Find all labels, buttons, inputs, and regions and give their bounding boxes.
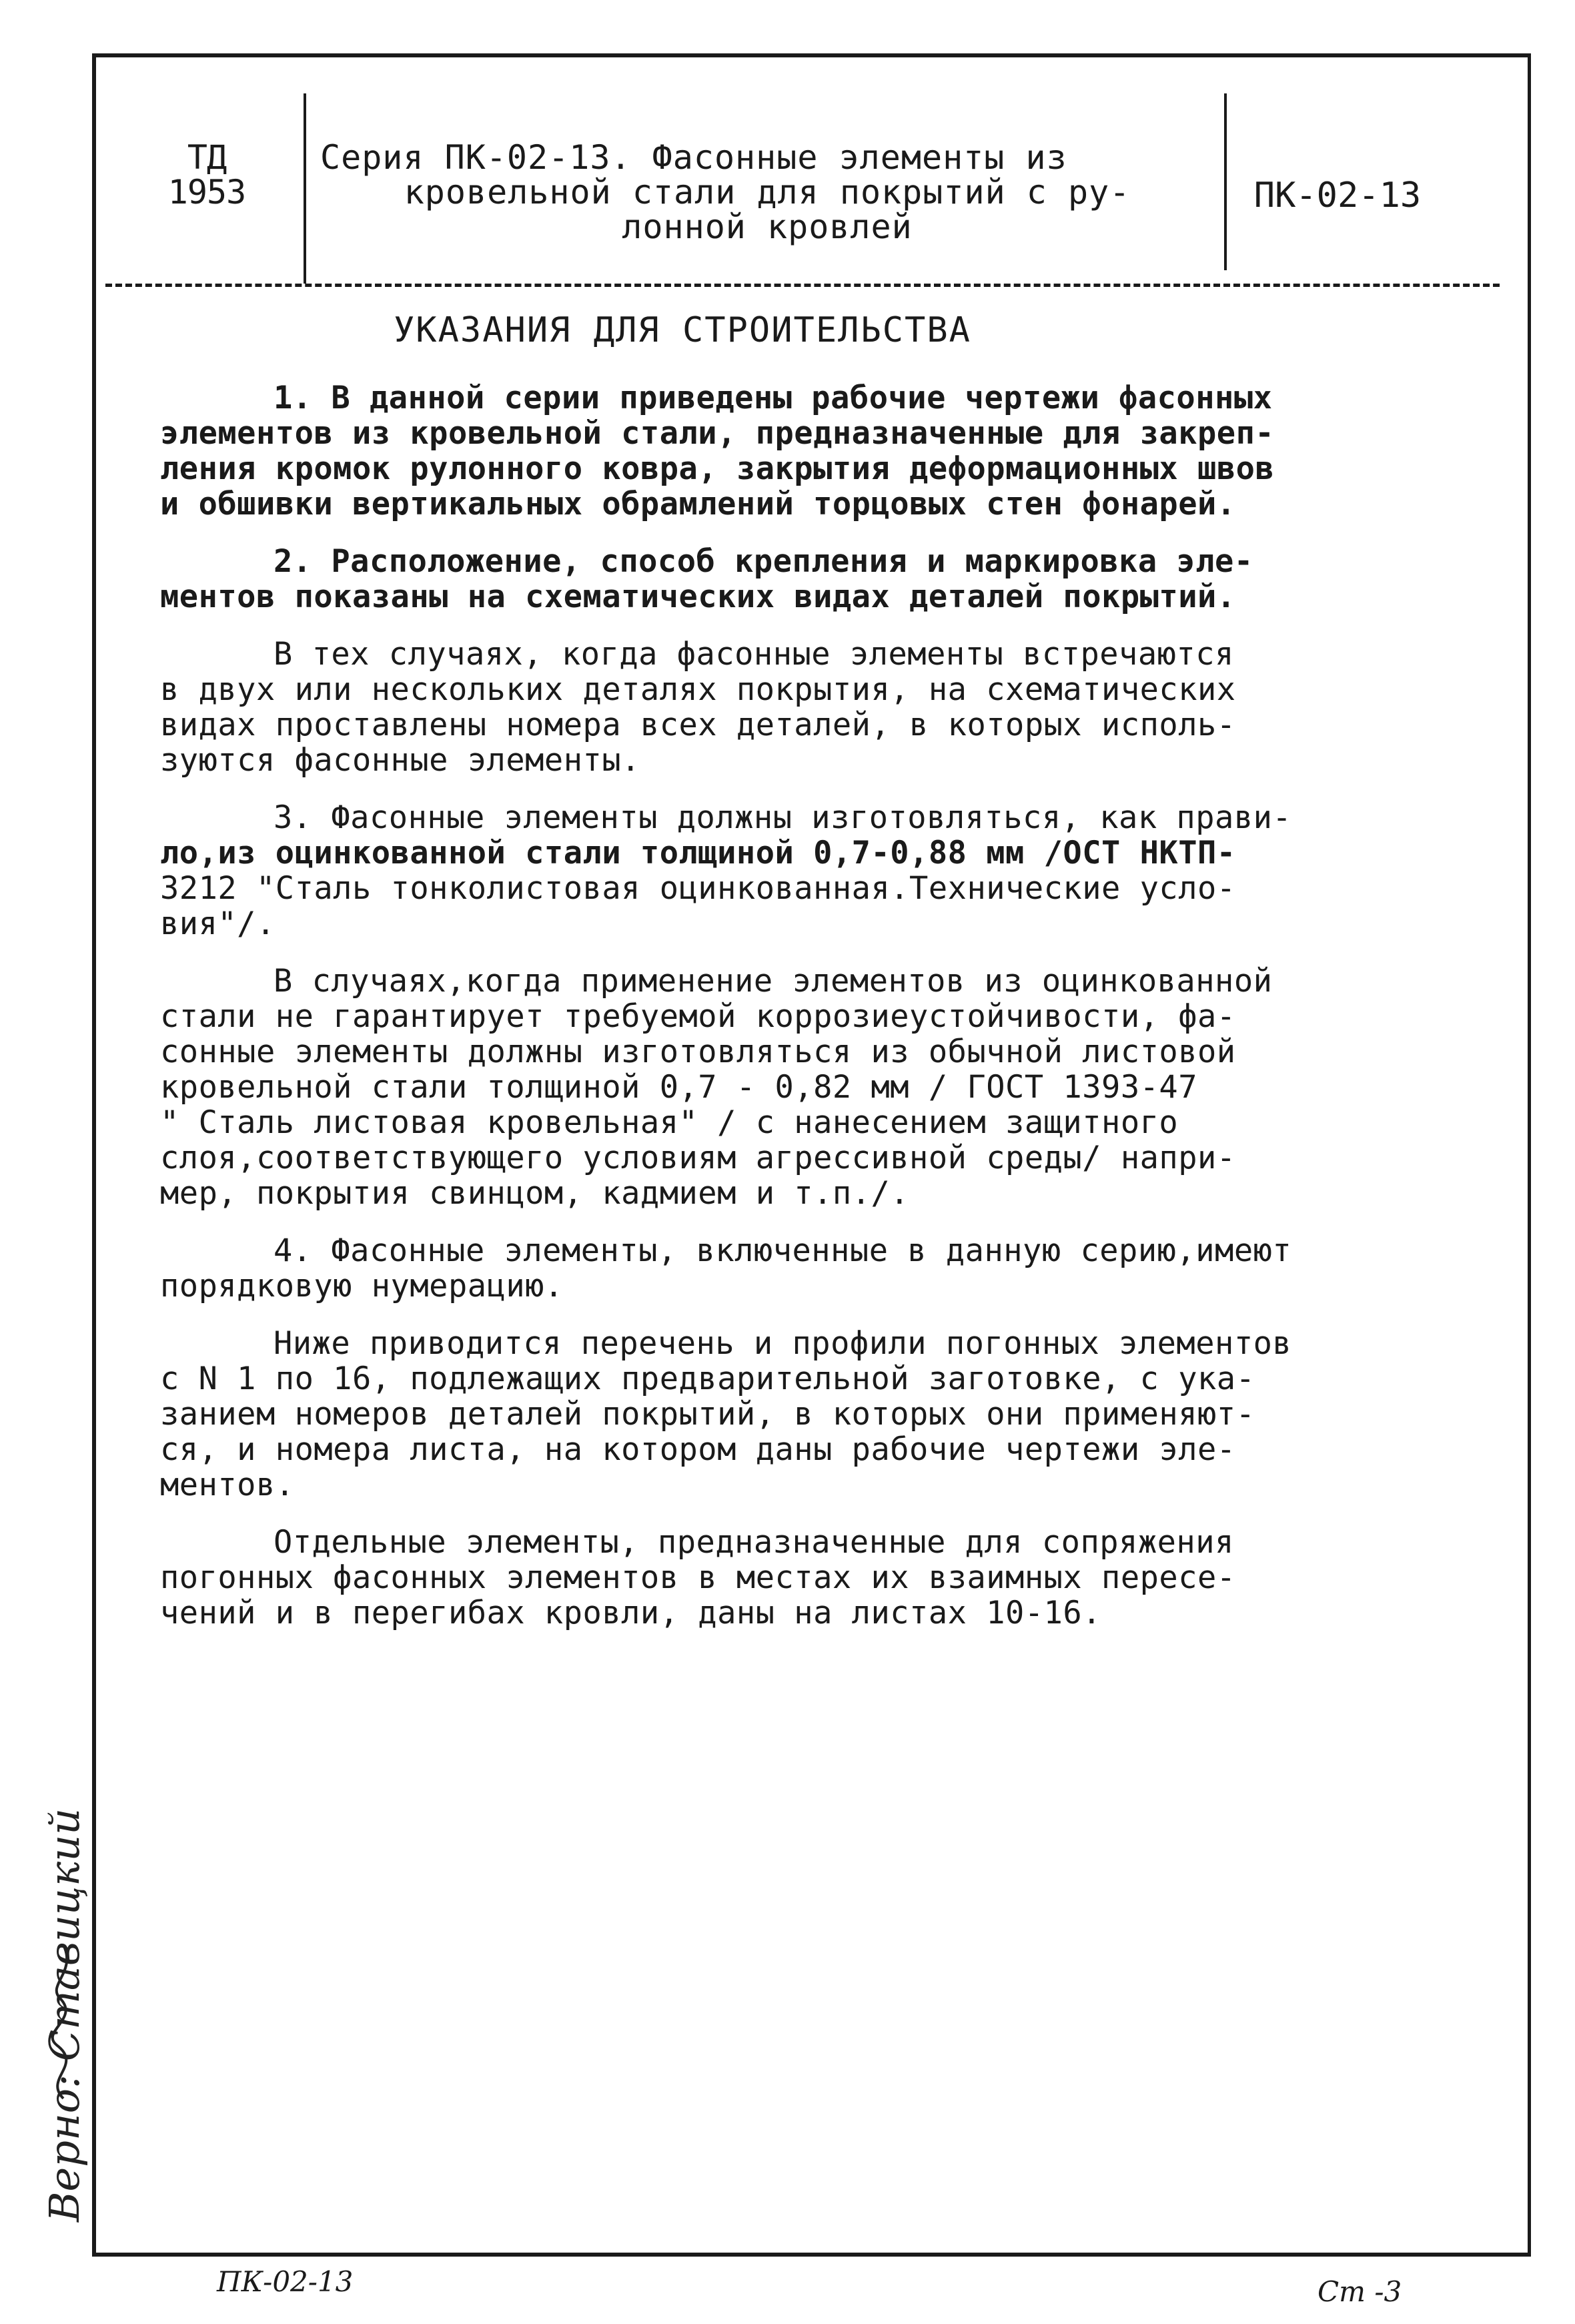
instructions-body xyxy=(160,380,1488,1653)
series-title: Серия ПК-02-13. Фасонные элементы из кровельной стали для покрытий с ру- лонной кровлей xyxy=(320,138,1131,246)
paragraph: В случаях,когда применение элементов из оцинкованной стали не гарантирует требуемой коррозиеустойчивости, фа- сонные элементы должны изготовляться из обычной листовой кровельной стали толщиной 0,7 - 0,82 мм / ГОСТ 1393-47 " Сталь листовая кровельная" / с нанесением защитного слоя,соответствующего условиям агрессивной среды/ напри- мер, покрытия свинцом, кадмием и т.п./. xyxy=(160,963,1273,1212)
document-code: ТД 1953 xyxy=(167,138,246,212)
paragraph: Отдельные элементы, предназначенные для сопряжения погонных фасонных элементов в местах их взаимных пересе- чений и в перегибах кровли, даны на листах 10-16. xyxy=(160,1524,1236,1631)
paragraph: Ниже приводится перечень и профили погонных элементов с N 1 по 16, подлежащих предварительной заготовке, с ука- занием номеров деталей покрытий, в которых они применяют- ся, и номера листа, на котором даны рабочие чертежи эле- ментов. xyxy=(160,1325,1292,1503)
header-rule xyxy=(105,284,1500,287)
paragraph: 2. Расположение, способ крепления и маркировка эле- ментов показаны на схематических видах деталей покрытий. xyxy=(160,543,1253,615)
paragraph: 3. Фасонные элементы должны изготовляться, как прави- ло,из оцинкованной стали толщиной 0,7-0,88 мм /ОСТ НКТП- 3212 "Сталь тонколистовая оцинкованная.Технические усло- вия"/. xyxy=(160,799,1292,942)
header-divider xyxy=(304,93,306,284)
page-heading: УКАЗАНИЯ ДЛЯ СТРОИТЕЛЬСТВА xyxy=(394,310,971,350)
signature-scribble-icon xyxy=(37,1932,90,2105)
verification-signature: Верно: Ставицкий xyxy=(40,1808,89,2222)
footer-sheet-number: Ст -3 xyxy=(1318,2275,1402,2308)
footer-series-code: ПК-02-13 xyxy=(217,2265,354,2298)
header-divider xyxy=(1224,93,1227,270)
paragraph: 1. В данной серии приведены рабочие чертежи фасонных элементов из кровельной стали, предназначенные для закреп- ления кромок рулонного ковра, закрытия деформационных швов и обшивки вертикальных обрамлений торцовых стен фонарей. xyxy=(160,380,1275,522)
paragraph: В тех случаях, когда фасонные элементы встречаются в двух или нескольких деталях покрытия, на схематических видах проставлены номера всех деталей, в которых исполь- зуются фасонные элементы. xyxy=(160,636,1236,779)
series-reference: ПК-02-13 xyxy=(1253,175,1422,216)
paragraph: 4. Фасонные элементы, включенные в данную серию,имеют порядковую нумерацию. xyxy=(160,1232,1292,1304)
